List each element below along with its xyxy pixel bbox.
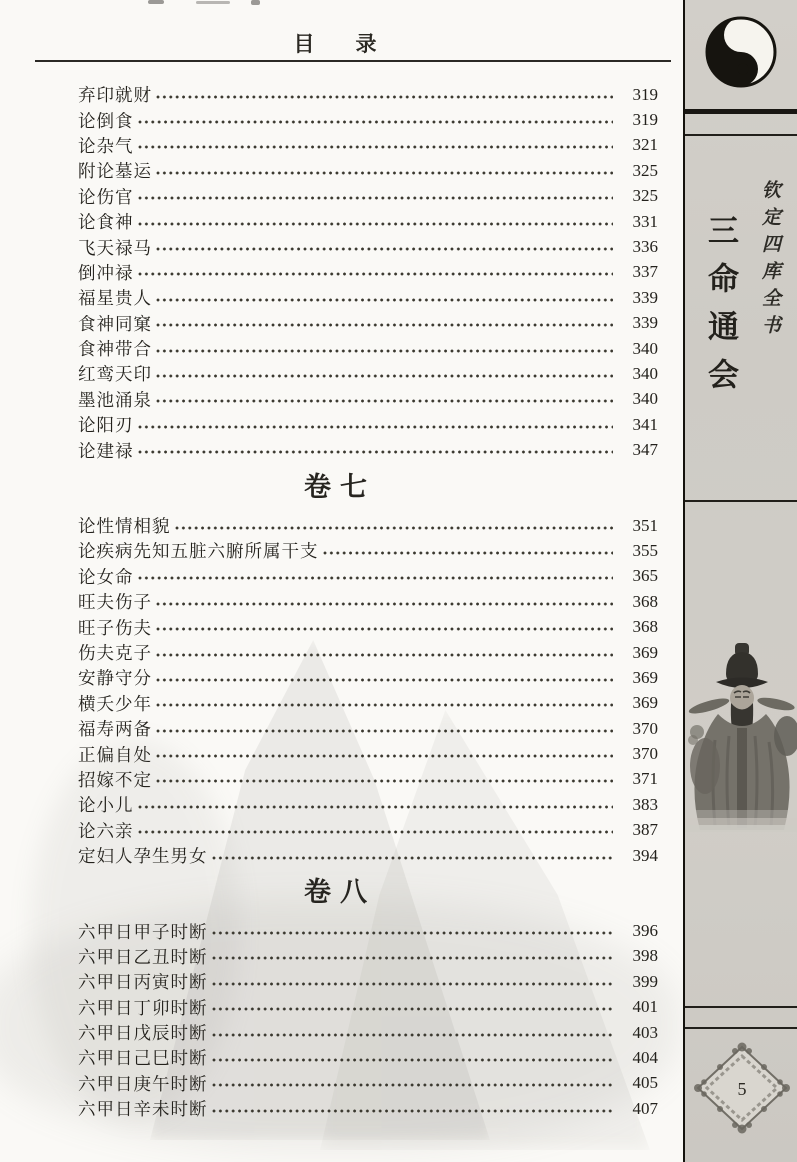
sidebar-divider: [685, 1027, 797, 1029]
yin-yang-icon: [699, 12, 783, 92]
entry-page-number: 365: [632, 566, 658, 586]
entry-page-number: 405: [632, 1073, 658, 1093]
toc-entry: [78, 944, 658, 969]
entry-title: 食神带合: [78, 339, 152, 360]
entry-page-number: 347: [632, 440, 658, 460]
entry-title: 论六亲: [78, 820, 134, 841]
dot-leader: [138, 272, 614, 276]
dot-leader: [156, 754, 613, 758]
sidebar-divider: [685, 109, 797, 114]
entry-title: 论阳刃: [78, 415, 134, 436]
toc-entry: [78, 513, 658, 538]
toc-entry: [78, 336, 658, 361]
dot-leader: [156, 627, 613, 631]
entry-page-number: 321: [632, 135, 658, 155]
toc-entry: [78, 741, 658, 766]
dot-leader: [138, 576, 614, 580]
toc-entry: [78, 589, 658, 614]
toc-entry: [78, 311, 658, 336]
toc-entry: [78, 767, 658, 792]
dot-leader: [138, 805, 614, 809]
toc-entry: [78, 361, 658, 386]
sidebar-divider: [685, 500, 797, 502]
scan-artifact: [196, 1, 230, 4]
sidebar-page-number: 5: [737, 1079, 747, 1099]
dot-leader: [156, 349, 613, 353]
book-title: 三命通会: [703, 214, 738, 406]
section-header: 卷八: [304, 877, 376, 908]
entry-title: 倒冲禄: [78, 262, 134, 283]
toc-entry: [78, 107, 658, 132]
toc-entry: [78, 1071, 658, 1096]
toc-entry: [78, 995, 658, 1020]
dot-leader: [156, 298, 613, 302]
toc-entry: [78, 640, 658, 665]
dot-leader: [138, 120, 614, 124]
entry-title: 弃印就财: [78, 85, 152, 106]
toc: [78, 82, 658, 1121]
entry-title: 伤夫克子: [78, 643, 152, 663]
toc-entry: [78, 437, 658, 462]
entry-page-number: 407: [632, 1098, 658, 1118]
entry-page-number: 339: [632, 313, 658, 333]
entry-title: 食神同窠: [78, 313, 152, 334]
entry-title: 横夭少年: [78, 693, 152, 714]
entry-page-number: 339: [632, 287, 658, 307]
entry-title: 定妇人孕生男女: [78, 846, 208, 867]
dot-leader: [212, 1033, 614, 1037]
dot-leader: [138, 450, 614, 454]
entry-title: 墨池涌泉: [78, 389, 152, 410]
scan-artifact: [148, 0, 164, 4]
section-header: 卷七: [304, 471, 376, 502]
dot-leader: [212, 856, 614, 860]
toc-entry: [78, 1020, 658, 1045]
toc-list: [78, 513, 658, 868]
entry-title: 论杂气: [78, 135, 134, 156]
dot-leader: [156, 374, 613, 378]
dot-leader: [212, 1083, 614, 1087]
entry-page-number: 370: [632, 718, 658, 738]
entry-page-number: 319: [632, 110, 658, 130]
title-divider: [35, 60, 671, 62]
toc-entry: [78, 412, 658, 437]
dot-leader: [212, 982, 614, 986]
entry-page-number: 340: [632, 338, 658, 358]
entry-page-number: 399: [632, 971, 658, 991]
entry-title: 福寿两备: [78, 719, 152, 740]
entry-page-number: 336: [632, 237, 658, 257]
entry-title: 论疾病先知五脏六腑所属干支: [78, 541, 319, 562]
dot-leader: [156, 95, 613, 99]
sidebar-divider: [685, 134, 797, 136]
toc-entry: [78, 614, 658, 639]
dot-leader: [138, 196, 614, 200]
entry-page-number: 398: [632, 946, 658, 966]
entry-title: 六甲日庚午时断: [78, 1073, 208, 1094]
official-figure-illustration: [685, 640, 797, 832]
toc-entry: [78, 665, 658, 690]
dot-leader: [212, 956, 614, 960]
toc-entry: [78, 209, 658, 234]
entry-page-number: 340: [632, 363, 658, 383]
entry-page-number: 404: [632, 1047, 658, 1067]
entry-page-number: 355: [632, 540, 658, 560]
dot-leader: [212, 1109, 614, 1113]
entry-page-number: 331: [632, 211, 658, 231]
entry-page-number: 325: [632, 186, 658, 206]
dot-leader: [156, 171, 613, 175]
entry-page-number: 396: [632, 921, 658, 941]
entry-title: 旺夫伤子: [78, 592, 152, 613]
dot-leader: [156, 729, 613, 733]
entry-page-number: 351: [632, 515, 658, 535]
entry-page-number: 394: [632, 845, 658, 865]
toc-entry: [78, 285, 658, 310]
dot-leader: [175, 526, 614, 530]
entry-title: 安静守分: [78, 668, 152, 689]
toc-entry: [78, 691, 658, 716]
dot-leader: [212, 1007, 614, 1011]
floral-ornament: [694, 1042, 790, 1134]
dot-leader: [156, 653, 613, 657]
entry-title: 六甲日己巳时断: [78, 1048, 208, 1069]
series-title: 钦定四库全书: [759, 180, 780, 342]
dot-leader: [138, 425, 614, 429]
entry-title: 附论墓运: [78, 161, 152, 182]
entry-title: 福星贵人: [78, 288, 152, 309]
entry-title: 正偏自处: [78, 744, 152, 765]
entry-page-number: 369: [632, 667, 658, 687]
toc-entry: [78, 82, 658, 107]
entry-title: 六甲日戊辰时断: [78, 1023, 208, 1044]
toc-entry: [78, 818, 658, 843]
toc-entry: [78, 969, 658, 994]
toc-entry: [78, 792, 658, 817]
dot-leader: [156, 399, 613, 403]
sidebar-divider: [685, 1006, 797, 1008]
entry-page-number: 370: [632, 744, 658, 764]
entry-title: 六甲日丁卯时断: [78, 997, 208, 1018]
dot-leader: [156, 779, 613, 783]
dot-leader: [323, 551, 614, 555]
dot-leader: [138, 830, 614, 834]
dot-leader: [156, 323, 613, 327]
dot-leader: [156, 678, 613, 682]
entry-title: 论食神: [78, 212, 134, 233]
toc-entry: [78, 843, 658, 868]
entry-page-number: 401: [632, 997, 658, 1017]
toc-entry: [78, 158, 658, 183]
entry-title: 论倒食: [78, 110, 134, 131]
entry-title: 论伤官: [78, 186, 134, 207]
entry-page-number: 383: [632, 794, 658, 814]
toc-entry: [78, 1096, 658, 1121]
toc-entry: [78, 716, 658, 741]
toc-entry: [78, 234, 658, 259]
entry-title: 招嫁不定: [78, 769, 152, 790]
entry-page-number: 369: [632, 642, 658, 662]
entry-title: 六甲日甲子时断: [78, 921, 208, 942]
dot-leader: [156, 247, 613, 251]
entry-page-number: 403: [632, 1022, 658, 1042]
dot-leader: [156, 602, 613, 606]
entry-page-number: 319: [632, 84, 658, 104]
toc-entry: [78, 538, 658, 563]
dot-leader: [138, 222, 614, 226]
dot-leader: [156, 703, 613, 707]
entry-title: 六甲日辛未时断: [78, 1099, 208, 1120]
toc-entry: [78, 918, 658, 943]
entry-title: 论小儿: [78, 795, 134, 816]
entry-title: 论建禄: [78, 440, 134, 461]
toc-entry: [78, 260, 658, 285]
entry-title: 论女命: [78, 566, 134, 587]
entry-page-number: 368: [632, 591, 658, 611]
entry-page-number: 368: [632, 617, 658, 637]
entry-page-number: 341: [632, 414, 658, 434]
entry-page-number: 371: [632, 769, 658, 789]
entry-page-number: 337: [632, 262, 658, 282]
entry-title: 红鸾天印: [78, 364, 152, 385]
entry-page-number: 325: [632, 160, 658, 180]
toc-list: [78, 918, 658, 1121]
scan-artifact: [251, 0, 260, 5]
toc-entry: [78, 387, 658, 412]
page-title: 目 录: [293, 32, 387, 56]
entry-page-number: 369: [632, 693, 658, 713]
toc-entry: [78, 1045, 658, 1070]
sidebar: [683, 0, 797, 1162]
entry-page-number: 340: [632, 389, 658, 409]
toc-entry: [78, 133, 658, 158]
dot-leader: [212, 931, 614, 935]
entry-page-number: 387: [632, 820, 658, 840]
entry-title: 六甲日丙寅时断: [78, 972, 208, 993]
entry-title: 论性情相貌: [78, 516, 171, 537]
toc-list: [78, 82, 658, 463]
dot-leader: [212, 1058, 614, 1062]
entry-title: 旺子伤夫: [78, 617, 152, 638]
toc-entry: [78, 184, 658, 209]
entry-title: 六甲日乙丑时断: [78, 946, 208, 967]
dot-leader: [138, 145, 614, 149]
entry-title: 飞天禄马: [78, 237, 152, 258]
toc-entry: [78, 564, 658, 589]
